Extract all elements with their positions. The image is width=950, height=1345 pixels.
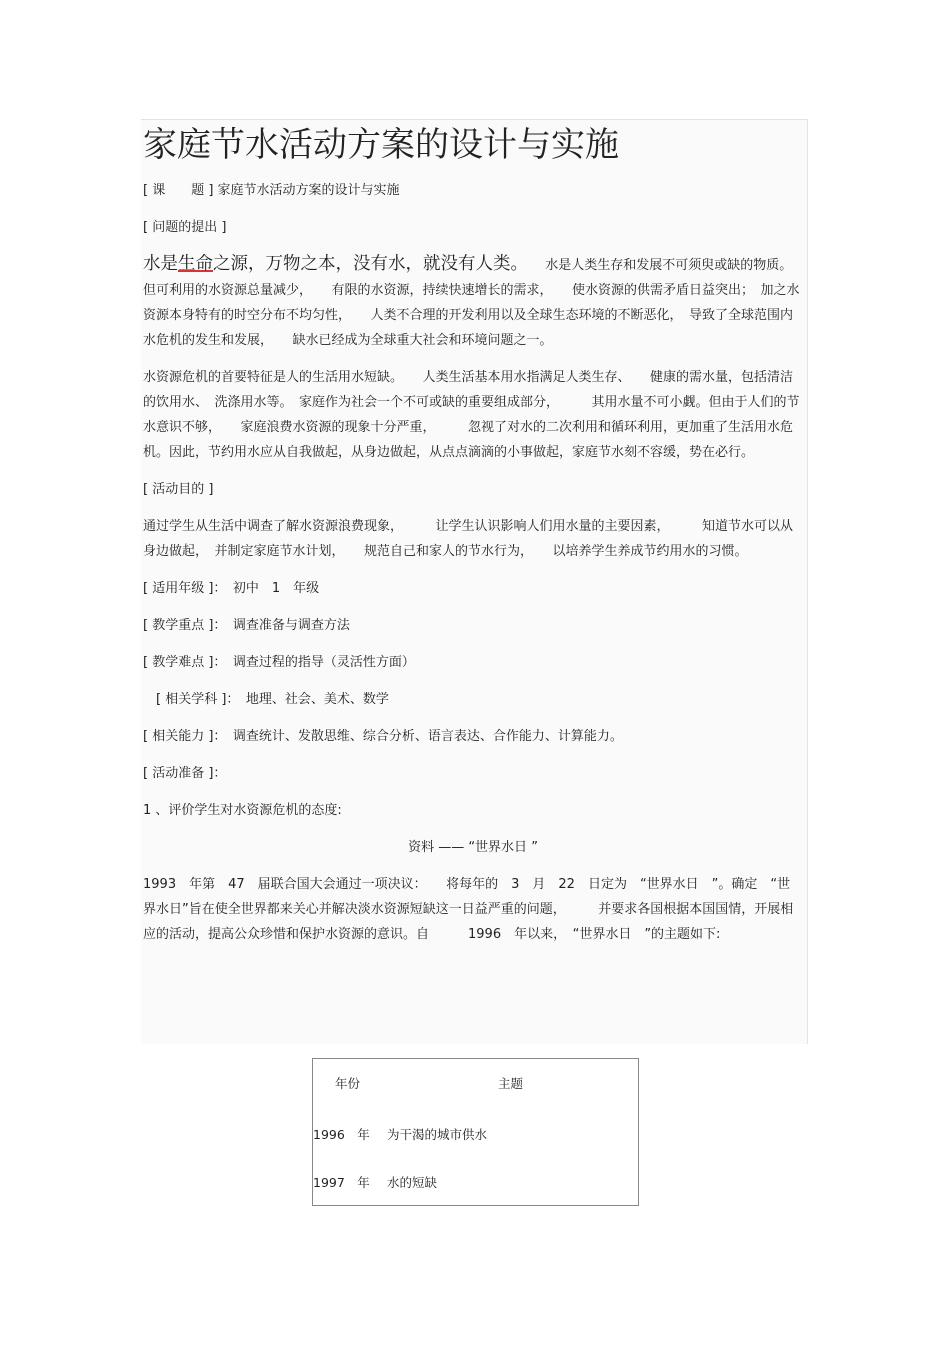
- intro-lead-start: 水是: [143, 254, 178, 274]
- material-paragraph: 1993 年第 47 届联合国大会通过一项决议： 将每年的 3 月 22 日定为 “世界水日 ”。确定 “世界水日”旨在使全世界都来关心并解决淡水资源短缺这一日益严重的问题， 并要求各国根据本国国情，开展相应的活动，提高公众珍惜和保护水资源的意识。自 1996 年以来， “世界水日 ”的主题如下:: [143, 877, 794, 942]
- intro-lead-end: 之源，万物之本，没有水，就没有人类。: [213, 254, 520, 274]
- table-cell-year: 1996 年: [313, 1127, 370, 1142]
- focus-line: [ 教学重点 ]： 调查准备与调查方法: [143, 618, 350, 633]
- grade-line: [ 适用年级 ]： 初中 1 年级: [143, 581, 320, 596]
- subject-line: [ 课 题 ] 家庭节水活动方案的设计与实施: [143, 183, 400, 198]
- problem-heading: [ 问题的提出 ]: [143, 220, 227, 235]
- item1-line: 1 、评价学生对水资源危机的态度:: [143, 803, 342, 818]
- theme-table: [312, 1058, 639, 1206]
- table-header-year: 年份: [335, 1076, 361, 1091]
- table-cell-theme: 水的短缺: [387, 1175, 438, 1190]
- crisis-paragraph: 水资源危机的首要特征是人的生活用水短缺。 人类生活基本用水指满足人类生存、 健康的需水量，包括清洁的饮用水、 洗涤用水等。 家庭作为社会一个不可或缺的重要组成部分， 其用水量不可小觑。但由于人们的节水意识不够， 家庭浪费水资源的现象十分严重， 忽视了对水的二次利用和循环利用，更加重了生活用水危机。因此，节约用水应从自我做起，从身边做起，从点点滴滴的小事做起，家庭节水刻不容缓，势在必行。: [143, 370, 800, 460]
- table-cell-theme: 为干渴的城市供水: [387, 1127, 488, 1142]
- difficulty-line: [ 教学难点 ]： 调查过程的指导（灵活性方面）: [143, 655, 415, 670]
- prep-line: [ 活动准备 ]：: [143, 766, 227, 781]
- abilities-line: [ 相关能力 ]： 调查统计、发散思维、综合分析、语言表达、合作能力、计算能力。: [143, 729, 623, 744]
- table-header-theme: 主题: [498, 1076, 524, 1091]
- purpose-heading: [ 活动目的 ]: [143, 482, 214, 497]
- material-title: 资料 —— “世界水日 ”: [408, 840, 538, 855]
- document-title: 家庭节水活动方案的设计与实施: [143, 125, 619, 165]
- intro-body: 水是人类生存和发展不可须臾或缺的物质。但可利用的水资源总量减少， 有限的水资源，持续快速增长的需求， 使水资源的供需矛盾日益突出； 加之水资源本身特有的时空分布不均匀性， 人类不合理的开发利用以及全球生态环境的不断恶化， 导致了全球范围内水危机的发生和发展， 缺水已经成为全球重大社会和环境问题之一。: [143, 258, 800, 348]
- intro-paragraph: [143, 252, 803, 353]
- subjects-line: [ 相关学科 ]： 地理、社会、美术、数学: [143, 692, 389, 707]
- document-body: [143, 120, 803, 947]
- intro-lead-underlined: 生命: [178, 254, 213, 274]
- purpose-paragraph: 通过学生从生活中调查了解水资源浪费现象， 让学生认识影响人们用水量的主要因素， 知道节水可以从身边做起， 并制定家庭节水计划， 规范自己和家人的节水行为， 以培养学生养成节约用水的习惯。: [143, 519, 794, 559]
- table-cell-year: 1997 年: [313, 1175, 370, 1190]
